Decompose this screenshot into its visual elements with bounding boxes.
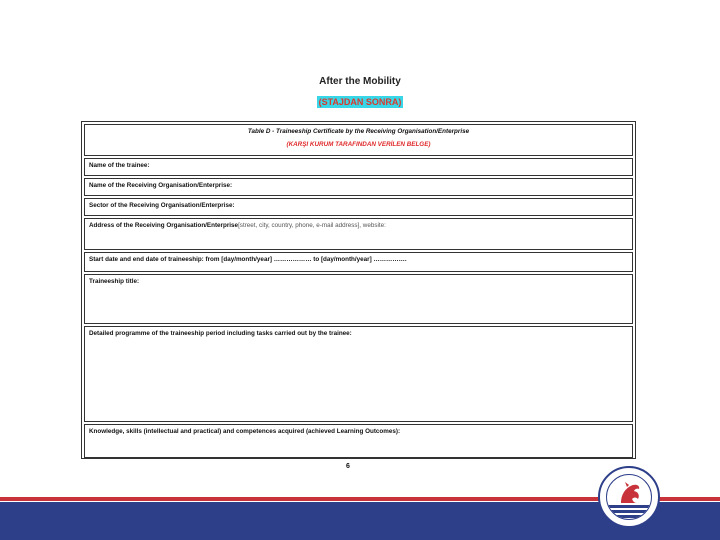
row-label: Detailed programme of the traineeship period including tasks carried out by the trainee: xyxy=(89,330,352,337)
university-logo xyxy=(598,466,660,528)
table-row[interactable] xyxy=(84,424,633,458)
page-subheading: (STAJDAN SONRA) xyxy=(318,97,402,107)
table-title: Table D - Traineeship Certificate by the Receiving Organisation/Enterprise xyxy=(247,128,470,135)
page-number: 6 xyxy=(346,463,350,470)
table-row[interactable] xyxy=(84,158,633,176)
table-row[interactable] xyxy=(84,218,633,250)
row-label: Knowledge, skills (intellectual and practical) and competences acquired (achieved Learning Outcomes): xyxy=(89,428,401,435)
page-heading: After the Mobility xyxy=(319,76,401,87)
row-label: Traineeship title: xyxy=(89,278,140,285)
table-row[interactable] xyxy=(84,198,633,216)
row-label: Address of the Receiving Organisation/Enterprise xyxy=(89,222,239,229)
logo-emblem-icon xyxy=(606,474,652,520)
row-note: [street, city, country, phone, e-mail address], website: xyxy=(238,222,386,229)
table-header xyxy=(84,124,633,156)
table-row[interactable] xyxy=(84,274,633,324)
table-row[interactable] xyxy=(84,178,633,196)
table-row[interactable] xyxy=(84,252,633,272)
row-label: Start date and end date of traineeship: from [day/month/year] ……………… to [day/month/year] ……………. xyxy=(89,256,407,263)
row-label: Name of the trainee: xyxy=(89,162,150,169)
table-row[interactable] xyxy=(84,326,633,422)
row-label: Sector of the Receiving Organisation/Enterprise: xyxy=(89,202,235,209)
traineeship-certificate-table xyxy=(81,121,636,459)
table-subtitle: (KARŞI KURUM TARAFINDAN VERİLEN BELGE) xyxy=(286,141,431,149)
row-label: Name of the Receiving Organisation/Enterprise: xyxy=(89,182,233,189)
